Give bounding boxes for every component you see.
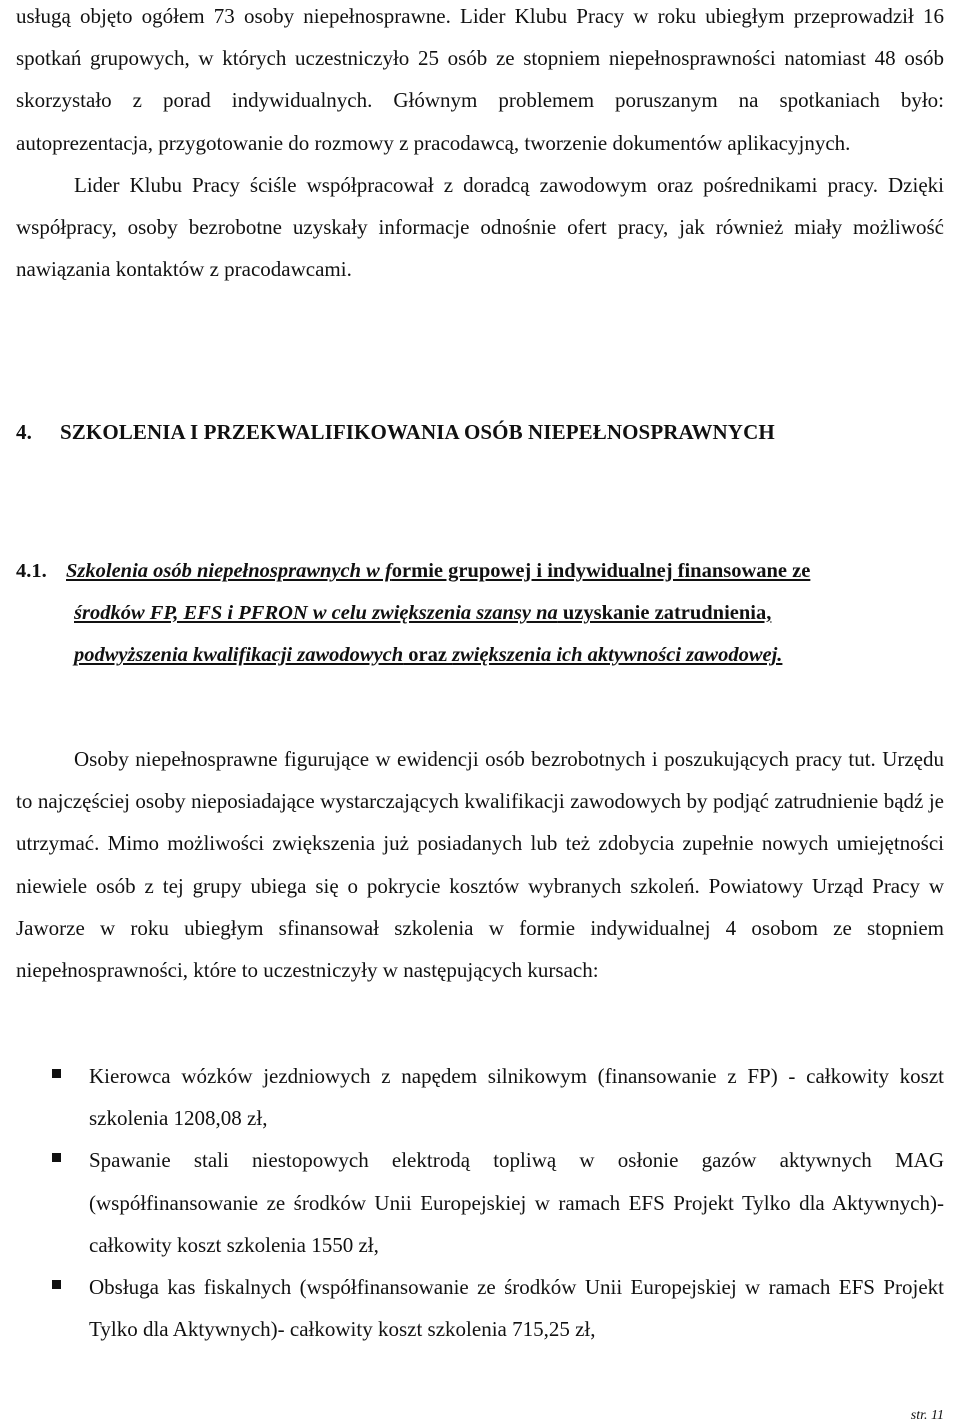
section-number: 4. — [16, 420, 32, 444]
subsection-line-1 — [16, 550, 946, 592]
body-block — [16, 738, 944, 991]
intro-paragraph-2: Lider Klubu Pracy ściśle współpracował z doradcą zawodowym oraz pośrednikami pracy. Dzięki współpracy, osoby bezrobotne uzyskały informacje odnośnie ofert pracy, jak również miały możliwość nawiązania kontaktów z pracodawcami. — [16, 172, 944, 282]
course-list — [16, 1055, 944, 1350]
subsection-line-1-rest: ormie grupowej i indywidualnej finansowane ze — [391, 560, 811, 582]
subsection-line-3 — [16, 634, 946, 676]
page-number: str. 11 — [910, 1408, 944, 1423]
list-item-text: Kierowca wózków jezdniowych z napędem silnikowym (finansowanie z FP) - całkowity koszt szkolenia 1208,08 zł, — [89, 1064, 944, 1131]
subsection-line-1-italic: Szkolenia osób niepełnosprawnych w f — [66, 560, 392, 582]
list-item — [16, 1266, 944, 1350]
subsection-line-2 — [16, 592, 946, 634]
list-item — [16, 1139, 944, 1266]
subsection-heading — [16, 550, 946, 676]
subsection-line-3-italic-a: podwyższenia kwalifikacji zawodowych — [74, 644, 404, 666]
section-heading — [16, 420, 944, 445]
body-paragraph: Osoby niepełnosprawne figurujące w ewidencji osób bezrobotnych i poszukujących pracy tut. Urzędu to najczęściej osoby nieposiadające wystarczających kwalifikacji zawodowych by podjąć zatrudnienie bądź je utrzymać. Mimo możliwości zwiększenia już posiadanych lub też zdobycia zupełnie nowych umiejętności niewiele osób z tej grupy ubiega się o pokrycie kosztów wybranych szkoleń. Powiatowy Urząd Pracy w Jaworze w roku ubiegłym sfinansował szkolenia w formie indywidualnej 4 osobom ze stopniem niepełnosprawności, które to uczestniczyły w następujących kursach: — [16, 747, 944, 983]
list-item — [16, 1055, 944, 1139]
subsection-line-3-italic-b: zwiększenia ich aktywności zawodowej. — [452, 644, 783, 666]
bullet-square-icon — [52, 1069, 61, 1078]
section-title: SZKOLENIA I PRZEKWALIFIKOWANIA OSÓB NIEPEŁNOSPRAWNYCH — [60, 420, 775, 444]
subsection-line-2-rest: uzyskanie zatrudnienia, — [557, 602, 772, 624]
subsection-line-2-italic: środków FP, EFS i PFRON w celu zwiększenia szansy na — [74, 602, 558, 624]
subsection-number: 4.1. — [16, 560, 47, 582]
intro-paragraph-1: usługą objęto ogółem 73 osoby niepełnosprawne. Lider Klubu Pracy w roku ubiegłym przeprowadził 16 spotkań grupowych, w których uczestniczyło 25 osób ze stopniem niepełnosprawności natomiast 48 osób skorzystało z porad indywidualnych. Głównym problemem poruszanym na spotkaniach było: autoprezentacja, przygotowanie do rozmowy z pracodawcą, tworzenie dokumentów aplikacyjnych. — [16, 4, 944, 155]
list-item-text: Spawanie stali niestopowych elektrodą topliwą w osłonie gazów aktywnych MAG (współfinansowanie ze środków Unii Europejskiej w ramach EFS Projekt Tylko dla Aktywnych)- całkowity koszt szkolenia 1550 zł, — [89, 1148, 944, 1257]
intro-block — [16, 0, 944, 290]
bullet-square-icon — [52, 1153, 61, 1162]
list-item-text: Obsługa kas fiskalnych (współfinansowanie ze środków Unii Europejskiej w ramach EFS Projekt Tylko dla Aktywnych)- całkowity koszt szkolenia 715,25 zł, — [89, 1275, 944, 1342]
bullet-square-icon — [52, 1280, 61, 1289]
subsection-line-3-mid: oraz — [403, 644, 453, 666]
